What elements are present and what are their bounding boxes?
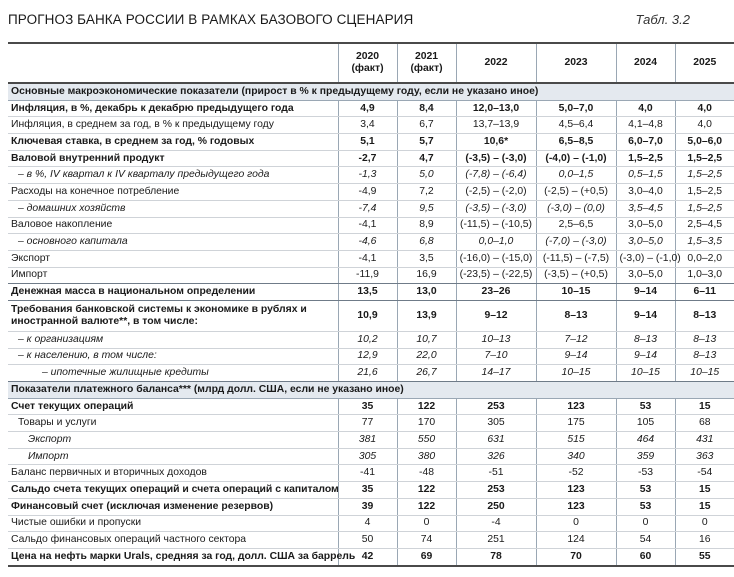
value-cell: 0	[675, 515, 734, 532]
section-title: Показатели платежного баланса*** (млрд долл. США, если не указано иное)	[8, 382, 734, 399]
value-cell: 105	[616, 415, 675, 432]
value-cell: 305	[456, 415, 536, 432]
value-cell: 55	[675, 548, 734, 565]
value-cell: 53	[616, 398, 675, 415]
section-header	[8, 83, 734, 100]
value-cell: 3,5	[397, 250, 456, 267]
value-cell: 69	[397, 548, 456, 565]
row-label: Экспорт	[8, 250, 338, 267]
row-label: Финансовый счет (исключая изменение резервов)	[8, 498, 338, 515]
row-label: Требования банковской системы к экономике в рублях и иностранной валюте**, в том числе:	[8, 300, 338, 331]
value-cell: 5,0–7,0	[536, 100, 616, 117]
table-row	[8, 482, 734, 499]
value-cell: 22,0	[397, 348, 456, 365]
row-label: Импорт	[8, 448, 338, 465]
row-label: Счет текущих операций	[8, 398, 338, 415]
value-cell: 8–13	[675, 331, 734, 348]
value-cell: 8–13	[536, 300, 616, 331]
value-cell: 8–13	[675, 348, 734, 365]
table-row	[8, 200, 734, 217]
value-cell: 50	[338, 532, 397, 549]
value-cell: 363	[675, 448, 734, 465]
table-row	[8, 167, 734, 184]
value-cell: 1,5–2,5	[675, 184, 734, 201]
value-cell: (-3,5) – (-3,0)	[456, 150, 536, 167]
value-cell: 9–14	[616, 348, 675, 365]
col-header: 2025	[675, 43, 734, 83]
table-row	[8, 284, 734, 301]
value-cell: 12,9	[338, 348, 397, 365]
row-label: Ключевая ставка, в среднем за год, % годовых	[8, 134, 338, 151]
value-cell: 0,0–1,0	[456, 234, 536, 251]
value-cell: 431	[675, 432, 734, 449]
value-cell: (-3,5) – (-3,0)	[456, 200, 536, 217]
value-cell: 359	[616, 448, 675, 465]
value-cell: (-11,5) – (-10,5)	[456, 217, 536, 234]
value-cell: 78	[456, 548, 536, 565]
table-row	[8, 300, 734, 331]
value-cell: -7,4	[338, 200, 397, 217]
value-cell: 10,6*	[456, 134, 536, 151]
value-cell: 74	[397, 532, 456, 549]
table-row	[8, 398, 734, 415]
header-label-cell	[8, 43, 338, 83]
value-cell: 10,7	[397, 331, 456, 348]
value-cell: -2,7	[338, 150, 397, 167]
value-cell: 123	[536, 398, 616, 415]
col-header: 2024	[616, 43, 675, 83]
table-row	[8, 250, 734, 267]
value-cell: (-2,5) – (-2,0)	[456, 184, 536, 201]
value-cell: 2,5–4,5	[675, 217, 734, 234]
value-cell: 6,5–8,5	[536, 134, 616, 151]
value-cell: 122	[397, 398, 456, 415]
value-cell: -4,6	[338, 234, 397, 251]
forecast-table	[8, 42, 734, 567]
value-cell: -11,9	[338, 267, 397, 284]
value-cell: 39	[338, 498, 397, 515]
value-cell: -4,1	[338, 217, 397, 234]
value-cell: 380	[397, 448, 456, 465]
value-cell: 14–17	[456, 365, 536, 382]
row-label: Денежная масса в национальном определении	[8, 284, 338, 301]
value-cell: 9–14	[616, 284, 675, 301]
value-cell: 16	[675, 532, 734, 549]
value-cell: 251	[456, 532, 536, 549]
value-cell: 123	[536, 482, 616, 499]
value-cell: 7–12	[536, 331, 616, 348]
table-row	[8, 134, 734, 151]
table-row	[8, 532, 734, 549]
row-label: Цена на нефть марки Urals, средняя за год, долл. США за баррель	[8, 548, 338, 565]
value-cell: 515	[536, 432, 616, 449]
value-cell: 13,5	[338, 284, 397, 301]
value-cell: 326	[456, 448, 536, 465]
value-cell: 4,0	[616, 100, 675, 117]
table-row	[8, 117, 734, 134]
row-label: Расходы на конечное потребление	[8, 184, 338, 201]
value-cell: 15	[675, 498, 734, 515]
value-cell: 4,0	[675, 100, 734, 117]
value-cell: 9–14	[536, 348, 616, 365]
value-cell: 5,0–6,0	[675, 134, 734, 151]
value-cell: 9–12	[456, 300, 536, 331]
value-cell: (-3,5) – (+0,5)	[536, 267, 616, 284]
value-cell: 53	[616, 498, 675, 515]
value-cell: 1,5–2,5	[675, 167, 734, 184]
value-cell: 10–15	[536, 284, 616, 301]
page-title: ПРОГНОЗ БАНКА РОССИИ В РАМКАХ БАЗОВОГО СЦЕНАРИЯ	[8, 12, 414, 27]
header-row	[8, 43, 734, 83]
value-cell: 0	[616, 515, 675, 532]
value-cell: 15	[675, 398, 734, 415]
value-cell: 381	[338, 432, 397, 449]
value-cell: 3,0–5,0	[616, 234, 675, 251]
col-header: 2020 (факт)	[338, 43, 397, 83]
value-cell: -4	[456, 515, 536, 532]
table-row	[8, 217, 734, 234]
row-label: Сальдо счета текущих операций и счета операций с капиталом	[8, 482, 338, 499]
value-cell: 12,0–13,0	[456, 100, 536, 117]
value-cell: -54	[675, 465, 734, 482]
value-cell: 4,1–4,8	[616, 117, 675, 134]
table-row	[8, 267, 734, 284]
value-cell: -52	[536, 465, 616, 482]
value-cell: 6,8	[397, 234, 456, 251]
value-cell: (-4,0) – (-1,0)	[536, 150, 616, 167]
value-cell: 9–14	[616, 300, 675, 331]
table-row	[8, 348, 734, 365]
value-cell: 3,4	[338, 117, 397, 134]
value-cell: 9,5	[397, 200, 456, 217]
value-cell: 550	[397, 432, 456, 449]
row-label: Баланс первичных и вторичных доходов	[8, 465, 338, 482]
row-label: Экспорт	[8, 432, 338, 449]
value-cell: 3,0–5,0	[616, 267, 675, 284]
value-cell: 10,2	[338, 331, 397, 348]
value-cell: 175	[536, 415, 616, 432]
value-cell: 1,5–2,5	[616, 150, 675, 167]
value-cell: 6,7	[397, 117, 456, 134]
value-cell: 0	[397, 515, 456, 532]
table-row	[8, 432, 734, 449]
row-label: – основного капитала	[8, 234, 338, 251]
value-cell: 68	[675, 415, 734, 432]
value-cell: 340	[536, 448, 616, 465]
value-cell: -4,9	[338, 184, 397, 201]
value-cell: 8,4	[397, 100, 456, 117]
row-label: – в %, IV квартал к IV кварталу предыдущего года	[8, 167, 338, 184]
row-label: Инфляция, в %, декабрь к декабрю предыдущего года	[8, 100, 338, 117]
value-cell: (-23,5) – (-22,5)	[456, 267, 536, 284]
col-header: 2021 (факт)	[397, 43, 456, 83]
value-cell: (-7,8) – (-6,4)	[456, 167, 536, 184]
row-label: Импорт	[8, 267, 338, 284]
section-header	[8, 382, 734, 399]
value-cell: (-16,0) – (-15,0)	[456, 250, 536, 267]
value-cell: (-2,5) – (+0,5)	[536, 184, 616, 201]
value-cell: 8–13	[616, 331, 675, 348]
row-label: Валовой внутренний продукт	[8, 150, 338, 167]
value-cell: 253	[456, 398, 536, 415]
value-cell: 5,0	[397, 167, 456, 184]
value-cell: 7–10	[456, 348, 536, 365]
col-header: 2022	[456, 43, 536, 83]
value-cell: 253	[456, 482, 536, 499]
value-cell: -4,1	[338, 250, 397, 267]
value-cell: 631	[456, 432, 536, 449]
value-cell: 6–11	[675, 284, 734, 301]
value-cell: -1,3	[338, 167, 397, 184]
value-cell: 1,0–3,0	[675, 267, 734, 284]
value-cell: 42	[338, 548, 397, 565]
value-cell: 122	[397, 498, 456, 515]
value-cell: 54	[616, 532, 675, 549]
value-cell: 3,0–5,0	[616, 217, 675, 234]
value-cell: (-3,0) – (0,0)	[536, 200, 616, 217]
value-cell: -41	[338, 465, 397, 482]
value-cell: 305	[338, 448, 397, 465]
row-label: – ипотечные жилищные кредиты	[8, 365, 338, 382]
table-row	[8, 150, 734, 167]
table-row	[8, 515, 734, 532]
value-cell: 13,7–13,9	[456, 117, 536, 134]
value-cell: 60	[616, 548, 675, 565]
table-row	[8, 415, 734, 432]
value-cell: 8–13	[675, 300, 734, 331]
table-row	[8, 331, 734, 348]
value-cell: 26,7	[397, 365, 456, 382]
section-title: Основные макроэкономические показатели (прирост в % к предыдущему году, если не указано иное)	[8, 83, 734, 100]
value-cell: 35	[338, 398, 397, 415]
row-label: – к населению, в том числе:	[8, 348, 338, 365]
value-cell: 10,9	[338, 300, 397, 331]
value-cell: 8,9	[397, 217, 456, 234]
value-cell: 122	[397, 482, 456, 499]
value-cell: 2,5–6,5	[536, 217, 616, 234]
value-cell: 0,5–1,5	[616, 167, 675, 184]
value-cell: 4,7	[397, 150, 456, 167]
value-cell: 53	[616, 482, 675, 499]
header	[0, 0, 700, 38]
row-label: – домашних хозяйств	[8, 200, 338, 217]
value-cell: 0	[536, 515, 616, 532]
table-row	[8, 100, 734, 117]
value-cell: 0,0–1,5	[536, 167, 616, 184]
value-cell: 15	[675, 482, 734, 499]
value-cell: 170	[397, 415, 456, 432]
value-cell: 124	[536, 532, 616, 549]
row-label: Чистые ошибки и пропуски	[8, 515, 338, 532]
value-cell: -48	[397, 465, 456, 482]
row-label: – к организациям	[8, 331, 338, 348]
row-label: Товары и услуги	[8, 415, 338, 432]
value-cell: (-3,0) – (-1,0)	[616, 250, 675, 267]
value-cell: 10–15	[675, 365, 734, 382]
value-cell: 16,9	[397, 267, 456, 284]
value-cell: 3,0–4,0	[616, 184, 675, 201]
value-cell: 4	[338, 515, 397, 532]
value-cell: 21,6	[338, 365, 397, 382]
col-header: 2023	[536, 43, 616, 83]
table-ref: Табл. 3.2	[635, 12, 690, 27]
table-row	[8, 548, 734, 565]
value-cell: 35	[338, 482, 397, 499]
value-cell: 6,0–7,0	[616, 134, 675, 151]
value-cell: 10–15	[536, 365, 616, 382]
value-cell: 4,5–6,4	[536, 117, 616, 134]
value-cell: 464	[616, 432, 675, 449]
value-cell: 5,7	[397, 134, 456, 151]
value-cell: 13,0	[397, 284, 456, 301]
row-label: Инфляция, в среднем за год, в % к предыдущему году	[8, 117, 338, 134]
row-label: Валовое накопление	[8, 217, 338, 234]
value-cell: 10–15	[616, 365, 675, 382]
value-cell: (-11,5) – (-7,5)	[536, 250, 616, 267]
value-cell: 250	[456, 498, 536, 515]
table-row	[8, 184, 734, 201]
value-cell: 123	[536, 498, 616, 515]
value-cell: 1,5–2,5	[675, 200, 734, 217]
value-cell: 1,5–2,5	[675, 150, 734, 167]
value-cell: 23–26	[456, 284, 536, 301]
row-label: Сальдо финансовых операций частного сектора	[8, 532, 338, 549]
value-cell: 4,0	[675, 117, 734, 134]
table-row	[8, 234, 734, 251]
table-row	[8, 465, 734, 482]
value-cell: -51	[456, 465, 536, 482]
value-cell: 7,2	[397, 184, 456, 201]
value-cell: 4,9	[338, 100, 397, 117]
value-cell: 77	[338, 415, 397, 432]
value-cell: (-7,0) – (-3,0)	[536, 234, 616, 251]
value-cell: 13,9	[397, 300, 456, 331]
value-cell: 1,5–3,5	[675, 234, 734, 251]
table-row	[8, 448, 734, 465]
value-cell: -53	[616, 465, 675, 482]
value-cell: 3,5–4,5	[616, 200, 675, 217]
value-cell: 5,1	[338, 134, 397, 151]
value-cell: 10–13	[456, 331, 536, 348]
table-row	[8, 365, 734, 382]
value-cell: 0,0–2,0	[675, 250, 734, 267]
table-row	[8, 498, 734, 515]
value-cell: 70	[536, 548, 616, 565]
